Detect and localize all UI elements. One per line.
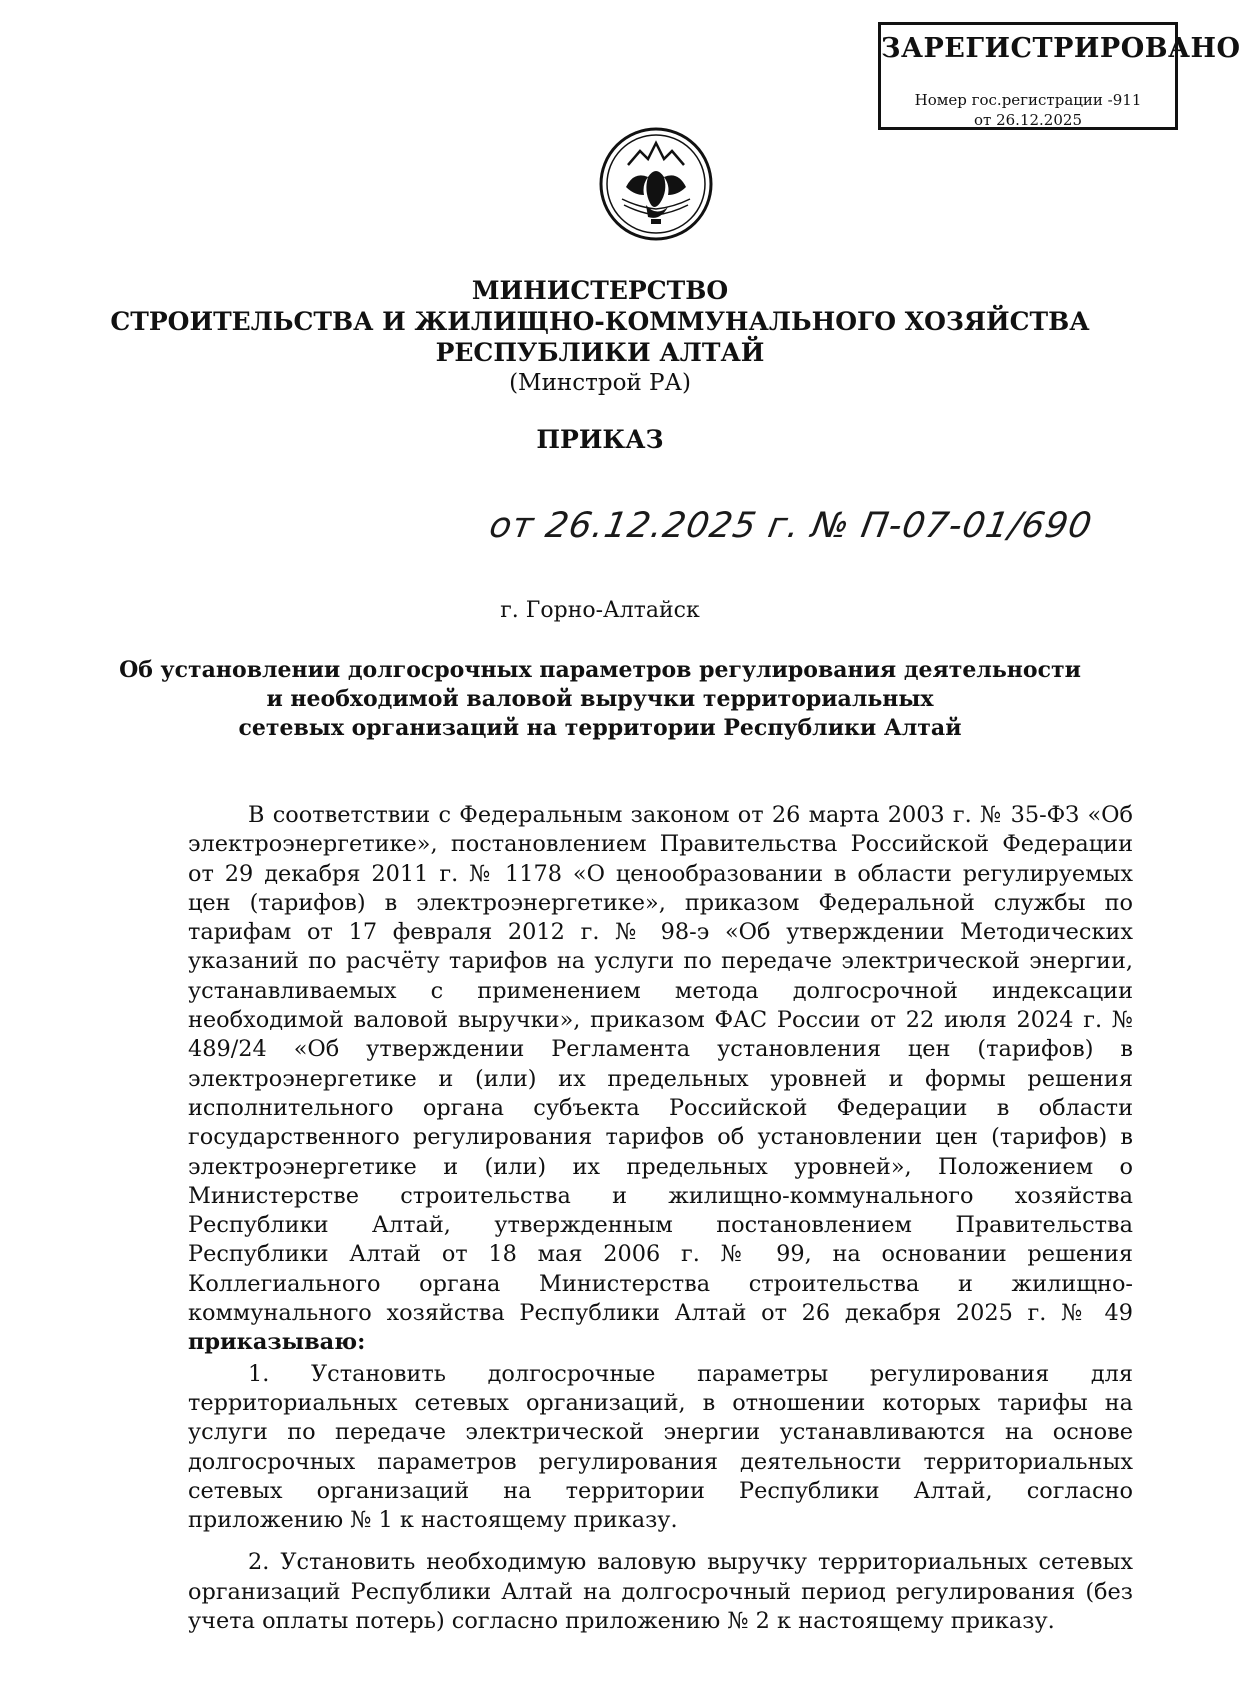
stamp-reg-number: Номер гос.регистрации -911 [914,91,1142,109]
ministry-line-1: МИНИСТЕРСТВО [471,276,729,305]
handwritten-date-number: от 26.12.2025 г. № П-07-01/690 [486,506,1096,546]
subject-line-1: Об установлении долгосрочных параметров регулирования деятельности [119,657,1081,683]
ministry-name [0,275,1200,368]
subject-line-3: сетевых организаций на территории Республики Алтай [238,715,962,741]
subject-line-2: и необходимой валовой выручки территориальных [266,686,934,712]
city: г. Горно-Алтайск [500,598,700,623]
preamble-text: В соответствии с Федеральным законом от 26 марта 2003 г. № 35-ФЗ «Об электроэнергетике», постановлением Правительства Российской Федерации от 29 декабря 2011 г. № 1178 «О ценообразовании в области регулируемых цен (тарифов) в электроэнергетике», приказом Федеральной службы по тарифам от 17 февраля 2012 г. № 98-э «Об утверждении Методических указаний по расчёту тарифов на услуги по передаче электрической энергии, устанавливаемых с применением метода долгосрочной индексации необходимой валовой выручки», приказом ФАС России от 22 июля 2024 г. № 489/24 «Об утверждении Регламента установления цен (тарифов) в электроэнергетике и (или) их предельных уровней и формы решения исполнительного органа субъекта Российской Федерации в области государственного регулирования тарифов об установлении цен (тарифов) в электроэнергетике и (или) их предельных уровней», Положением о Министерстве строительства и жилищно-коммунального хозяйства Республики Алтай, утвержденным постановлением Правительства Республики Алтай от 18 мая 2006 г. № 99, на основании решения Коллегиального органа Министерства строительства и жилищно-коммунального хозяйства Республики Алтай от 26 декабря 2025 г. № 49 [188,802,1133,1327]
coat-of-arms-emblem [598,125,714,243]
registration-stamp [878,22,1241,130]
order-item-1: 1. Установить долгосрочные параметры регулирования для территориальных сетевых организаций, в отношении которых тарифы на услуги по передаче электрической энергии устанавливаются на основе долгосрочных параметров регулирования деятельности территориальных сетевых организаций на территории Республики Алтай, согласно приложению № 1 к настоящему приказу. [188,1360,1133,1534]
document-subject [0,656,1200,743]
document-type: ПРИКАЗ [536,425,664,454]
stamp-reg-date: от 26.12.2025 [974,111,1082,129]
order-item-2: 2. Установить необходимую валовую выручку территориальных сетевых организаций Республики Алтай на долгосрочный период регулирования (без учета оплаты потерь) согласно приложению № 2 к настоящему приказу. [188,1549,1133,1635]
ministry-line-3: РЕСПУБЛИКИ АЛТАЙ [435,338,765,367]
stamp-title: ЗАРЕГИСТРИРОВАНО [881,33,1241,64]
ministry-line-2: СТРОИТЕЛЬСТВА И ЖИЛИЩНО-КОММУНАЛЬНОГО ХОЗЯЙСТВА [110,307,1090,336]
order-word: приказываю: [188,1329,366,1356]
preamble-paragraph [188,801,1133,1358]
document-body [188,801,1133,1636]
ministry-abbreviation: (Минстрой РА) [509,370,691,396]
